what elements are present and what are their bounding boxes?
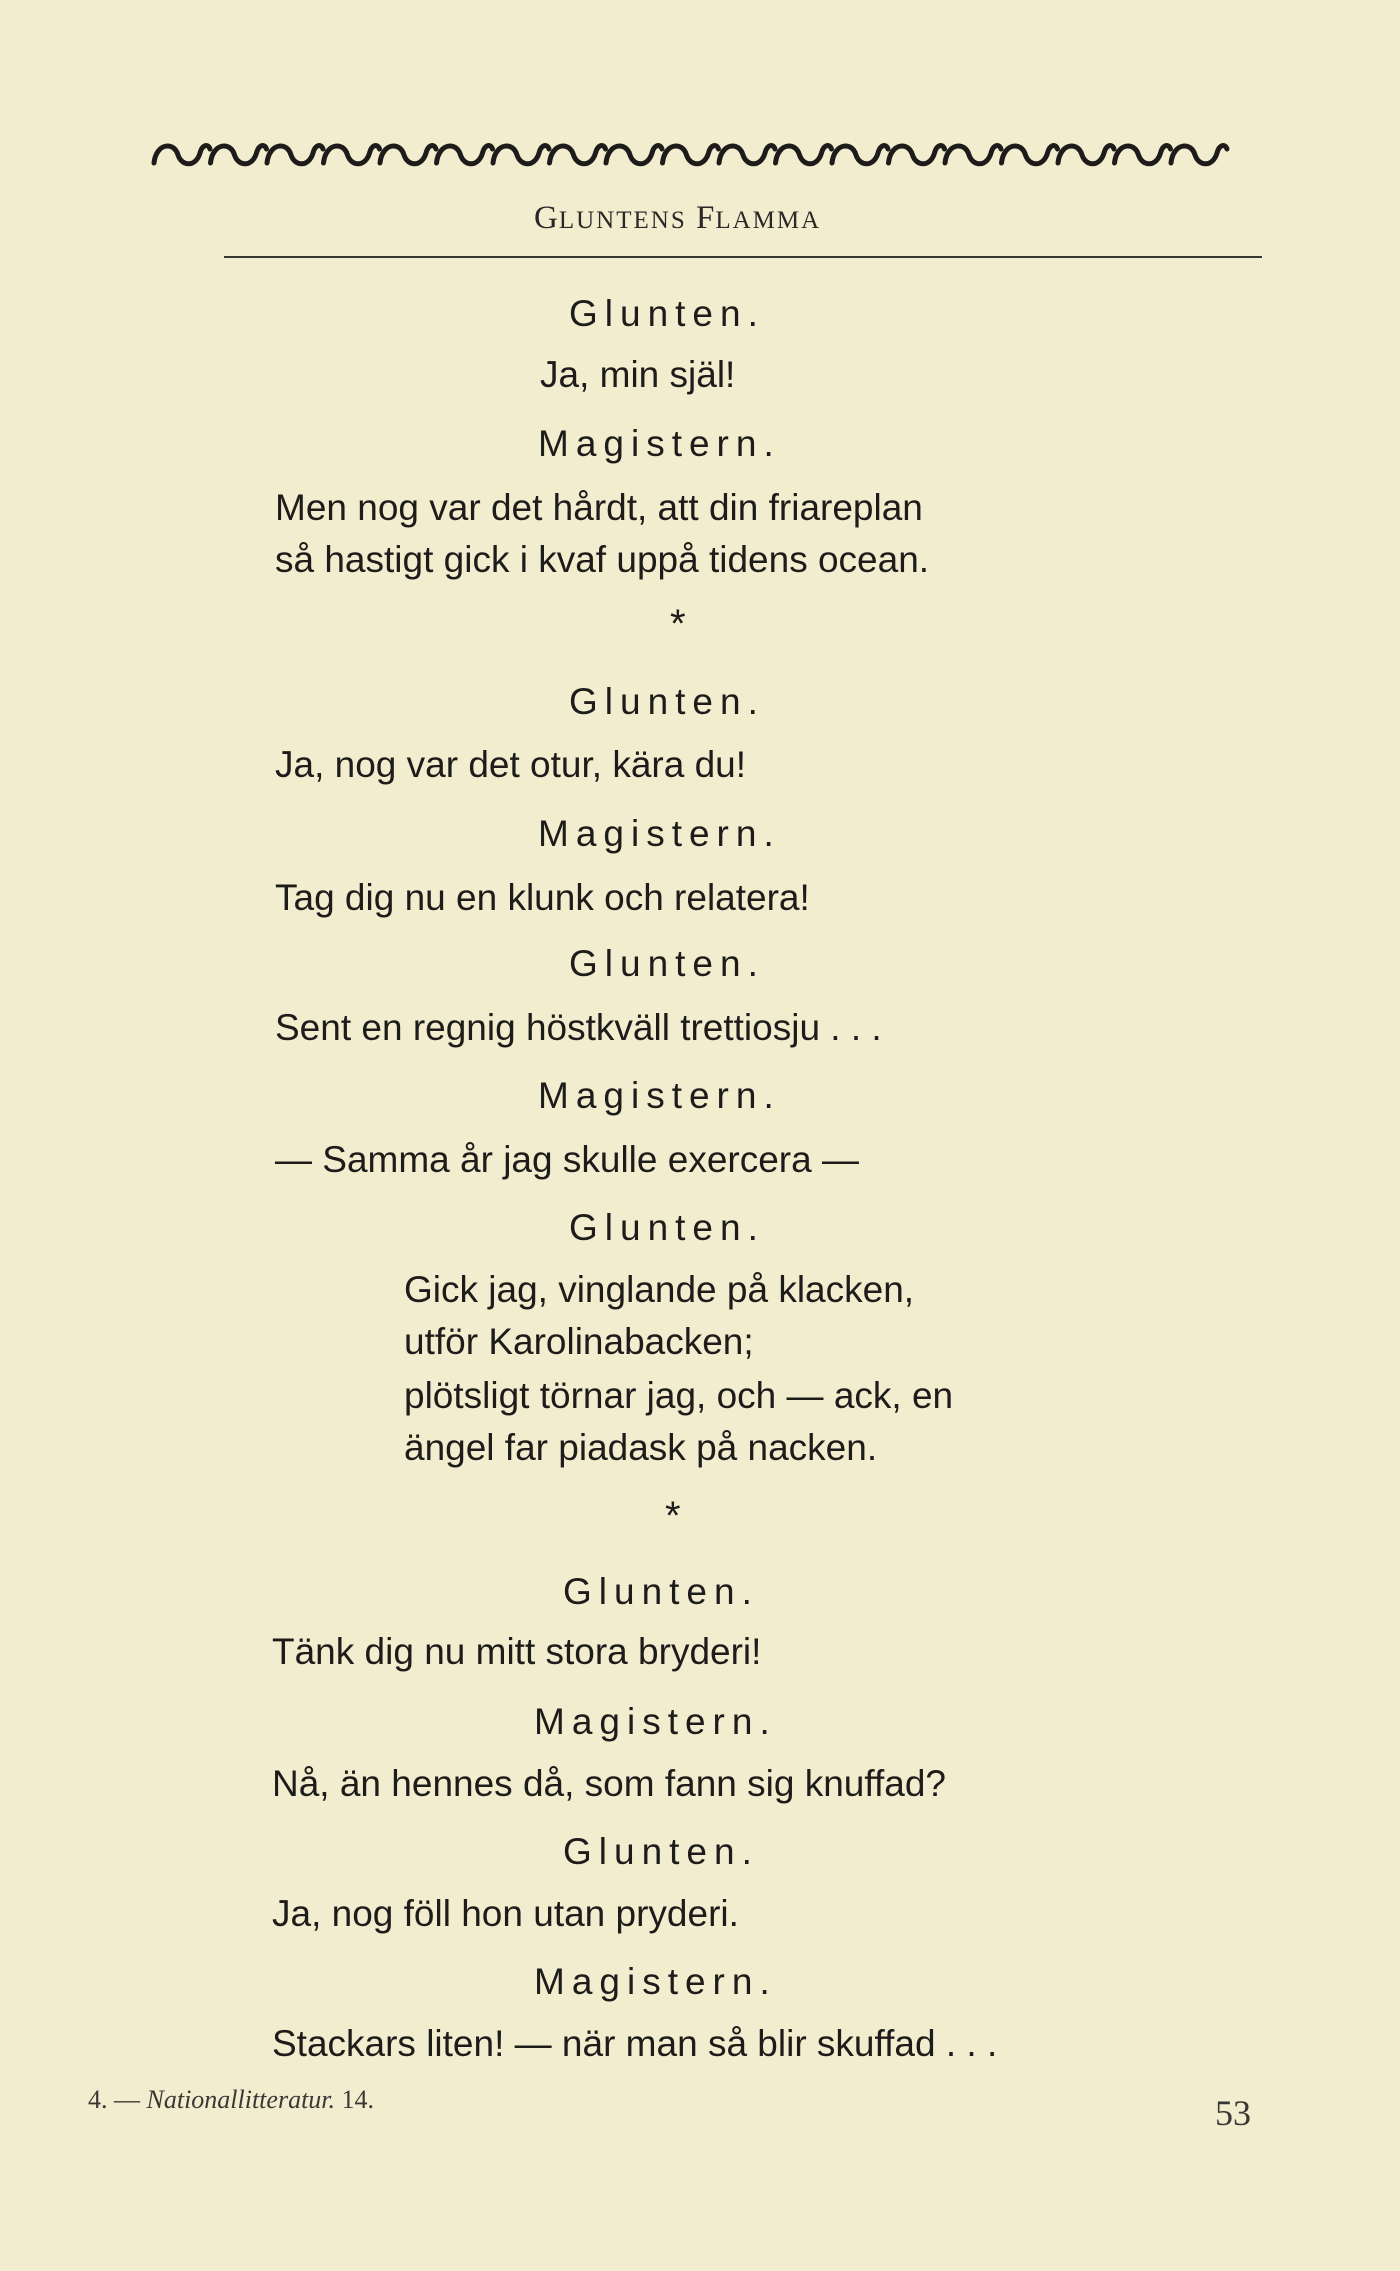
verse-line: Men nog var det hårdt, att din friareplan [275, 487, 923, 528]
ornament-wave [945, 146, 1001, 164]
running-head [534, 200, 821, 237]
signature-prefix: 4. — [88, 2085, 140, 2114]
series-title: Nationallitteratur. [146, 2085, 336, 2114]
ornament-wave [324, 146, 380, 164]
verse-line: Nå, än hennes då, som fann sig knuffad? [272, 1763, 947, 1804]
ornament-wave [550, 146, 606, 164]
speaker-magistern: Magistern. [538, 423, 781, 464]
ornament-wave [1171, 146, 1227, 164]
ornament-wave [832, 146, 888, 164]
ornament-wave [1058, 146, 1114, 164]
ornament-wave [267, 146, 323, 164]
ornament-wave [380, 146, 436, 164]
verse-line: Stackars liten! — när man så blir skuffad . . . [272, 2023, 998, 2064]
ornament-wave [1115, 146, 1171, 164]
volume-number: 14. [341, 2085, 375, 2114]
printer-signature [88, 2085, 374, 2115]
section-separator-asterisk: * [665, 1494, 681, 1538]
ornament-wave [663, 146, 719, 164]
ornament-wave [776, 146, 832, 164]
speaker-glunten: Glunten. [563, 1571, 759, 1612]
ornament-wave [154, 146, 210, 164]
ornament-wave [493, 146, 549, 164]
speaker-glunten: Glunten. [569, 1207, 765, 1248]
verse-line: Ja, nog var det otur, kära du! [275, 744, 747, 785]
speaker-glunten: Glunten. [569, 681, 765, 722]
verse-line: — Samma år jag skulle exercera — [275, 1139, 859, 1180]
header-rule [224, 256, 1262, 258]
ornament-wave [437, 146, 493, 164]
speaker-glunten: Glunten. [569, 293, 765, 334]
verse-line: Tag dig nu en klunk och relatera! [275, 877, 810, 918]
ornament-wave [1002, 146, 1058, 164]
verse-line: så hastigt gick i kvaf uppå tidens ocean. [275, 539, 930, 580]
speaker-magistern: Magistern. [534, 1961, 777, 2002]
running-head-second-word: FLAMMA [695, 200, 822, 236]
speaker-magistern: Magistern. [538, 813, 781, 854]
speaker-glunten: Glunten. [563, 1831, 759, 1872]
speaker-magistern: Magistern. [534, 1701, 777, 1742]
verse-line-indented: plötsligt törnar jag, och — ack, en [404, 1375, 954, 1416]
verse-line-indented: utför Karolinabacken; [404, 1321, 754, 1362]
section-separator-asterisk: * [670, 602, 686, 646]
ornament-wave [211, 146, 267, 164]
verse-line: Sent en regnig höstkväll trettiosju . . . [275, 1007, 882, 1048]
verse-line: Tänk dig nu mitt stora bryderi! [272, 1631, 762, 1672]
speaker-glunten: Glunten. [569, 943, 765, 984]
verse-line-indented: ängel far piadask på nacken. [404, 1427, 878, 1468]
verse-line: Ja, nog föll hon utan pryderi. [272, 1893, 739, 1934]
ornament-wave [719, 146, 775, 164]
ornament-wave [606, 146, 662, 164]
running-head-first-word: GLUNTENS [534, 200, 687, 236]
ornament-wave [889, 146, 945, 164]
speaker-magistern: Magistern. [538, 1075, 781, 1116]
decorative-header-border [150, 135, 1260, 175]
verse-line: Ja, min själ! [540, 354, 736, 395]
page-number: 53 [1215, 2093, 1251, 2133]
verse-line-indented: Gick jag, vinglande på klacken, [404, 1269, 915, 1310]
